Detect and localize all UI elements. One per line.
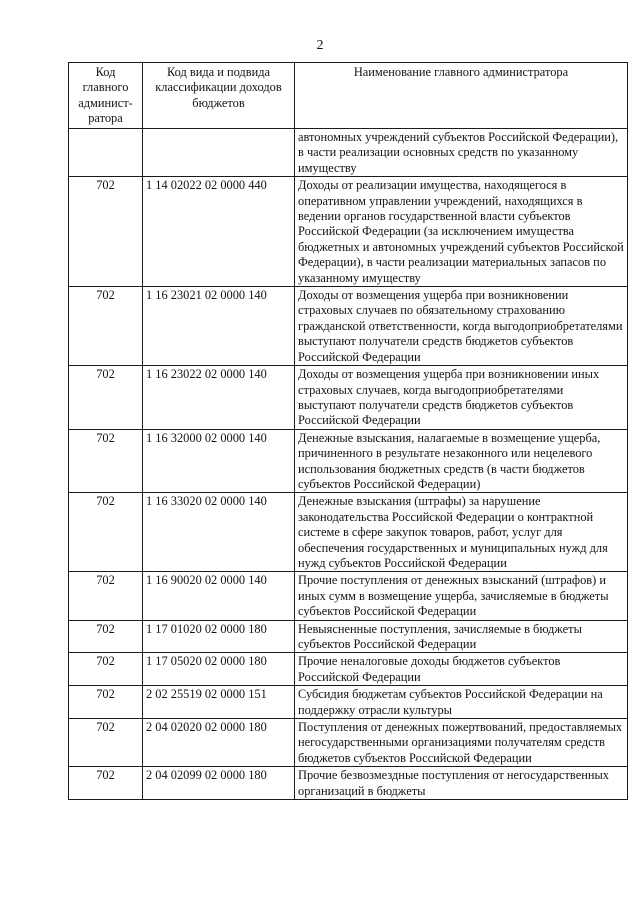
administrator-name-cell: автономных учреждений субъектов Российской Федерации), в части реализации основных средств по указанному имуществу [295,129,628,177]
admin-code-cell: 702 [69,177,143,287]
administrator-name-cell: Поступления от денежных пожертвований, предоставляемых негосударственными организациями получателям средств бюджетов субъектов Российской Федерации [295,719,628,767]
table-row [69,177,628,287]
classification-code-cell: 2 04 02099 02 0000 180 [143,767,295,800]
classification-code-cell: 1 16 23022 02 0000 140 [143,366,295,430]
table-body [69,129,628,800]
classification-code-cell: 1 14 02022 02 0000 440 [143,177,295,287]
classification-code-cell: 2 02 25519 02 0000 151 [143,686,295,719]
classification-code-cell [143,129,295,177]
classification-code-cell: 1 16 33020 02 0000 140 [143,493,295,572]
table-header-row [69,63,628,129]
table-row [69,366,628,430]
admin-code-cell: 702 [69,719,143,767]
table-row [69,429,628,493]
table-row [69,129,628,177]
table-row [69,493,628,572]
header-admin-code: Код главного админист-ратора [69,63,143,129]
classification-code-cell: 1 16 23021 02 0000 140 [143,287,295,366]
page-number: 2 [316,38,324,53]
table-row [69,620,628,653]
table-row [69,719,628,767]
administrator-name-cell: Субсидия бюджетам субъектов Российской Федерации на поддержку отрасли культуры [295,686,628,719]
administrator-name-cell: Прочие поступления от денежных взысканий (штрафов) и иных сумм в возмещение ущерба, зачисляемые в бюджеты субъектов Российской Федерации [295,572,628,620]
admin-code-cell [69,129,143,177]
header-revenue-classification-code: Код вида и подвида классификации доходов бюджетов [143,63,295,129]
administrator-name-cell: Доходы от возмещения ущерба при возникновении страховых случаев по обязательному страхованию гражданской ответственности, когда выгодоприобретателями выступают получатели средств бюджетов субъектов Российской Федерации [295,287,628,366]
administrator-name-cell: Доходы от возмещения ущерба при возникновении иных страховых случаев, когда выгодоприобретателями выступают получатели средств бюджетов субъектов Российской Федерации [295,366,628,430]
table-row [69,287,628,366]
admin-code-cell: 702 [69,686,143,719]
admin-code-cell: 702 [69,287,143,366]
admin-code-cell: 702 [69,493,143,572]
administrator-name-cell: Доходы от реализации имущества, находящегося в оперативном управлении учреждений, находящихся в ведении органов государственной власти субъектов Российской Федерации (за исключением имущества бюджетных и автономных учреждений субъектов Российской Федерации), в части реализации материальных запасов по указанному имуществу [295,177,628,287]
admin-code-cell: 702 [69,429,143,493]
revenue-administrator-table [68,62,628,800]
table-row [69,686,628,719]
admin-code-cell: 702 [69,620,143,653]
administrator-name-cell: Денежные взыскания (штрафы) за нарушение законодательства Российской Федерации о контрактной системе в сфере закупок товаров, работ, услуг для обеспечения государственных и муниципальных нужд для нужд субъектов Российской Федерации [295,493,628,572]
classification-code-cell: 1 17 01020 02 0000 180 [143,620,295,653]
header-administrator-name: Наименование главного администратора [295,63,628,129]
administrator-name-cell: Невыясненные поступления, зачисляемые в бюджеты субъектов Российской Федерации [295,620,628,653]
administrator-name-cell: Денежные взыскания, налагаемые в возмещение ущерба, причиненного в результате незаконного или нецелевого использования бюджетных средств (в части бюджетов субъектов Российской Федерации) [295,429,628,493]
admin-code-cell: 702 [69,653,143,686]
classification-code-cell: 1 17 05020 02 0000 180 [143,653,295,686]
table-row [69,767,628,800]
admin-code-cell: 702 [69,366,143,430]
classification-code-cell: 1 16 90020 02 0000 140 [143,572,295,620]
classification-code-cell: 2 04 02020 02 0000 180 [143,719,295,767]
classification-code-cell: 1 16 32000 02 0000 140 [143,429,295,493]
administrator-name-cell: Прочие неналоговые доходы бюджетов субъектов Российской Федерации [295,653,628,686]
table-row [69,572,628,620]
admin-code-cell: 702 [69,572,143,620]
table-row [69,653,628,686]
admin-code-cell: 702 [69,767,143,800]
administrator-name-cell: Прочие безвозмездные поступления от негосударственных организаций в бюджеты [295,767,628,800]
